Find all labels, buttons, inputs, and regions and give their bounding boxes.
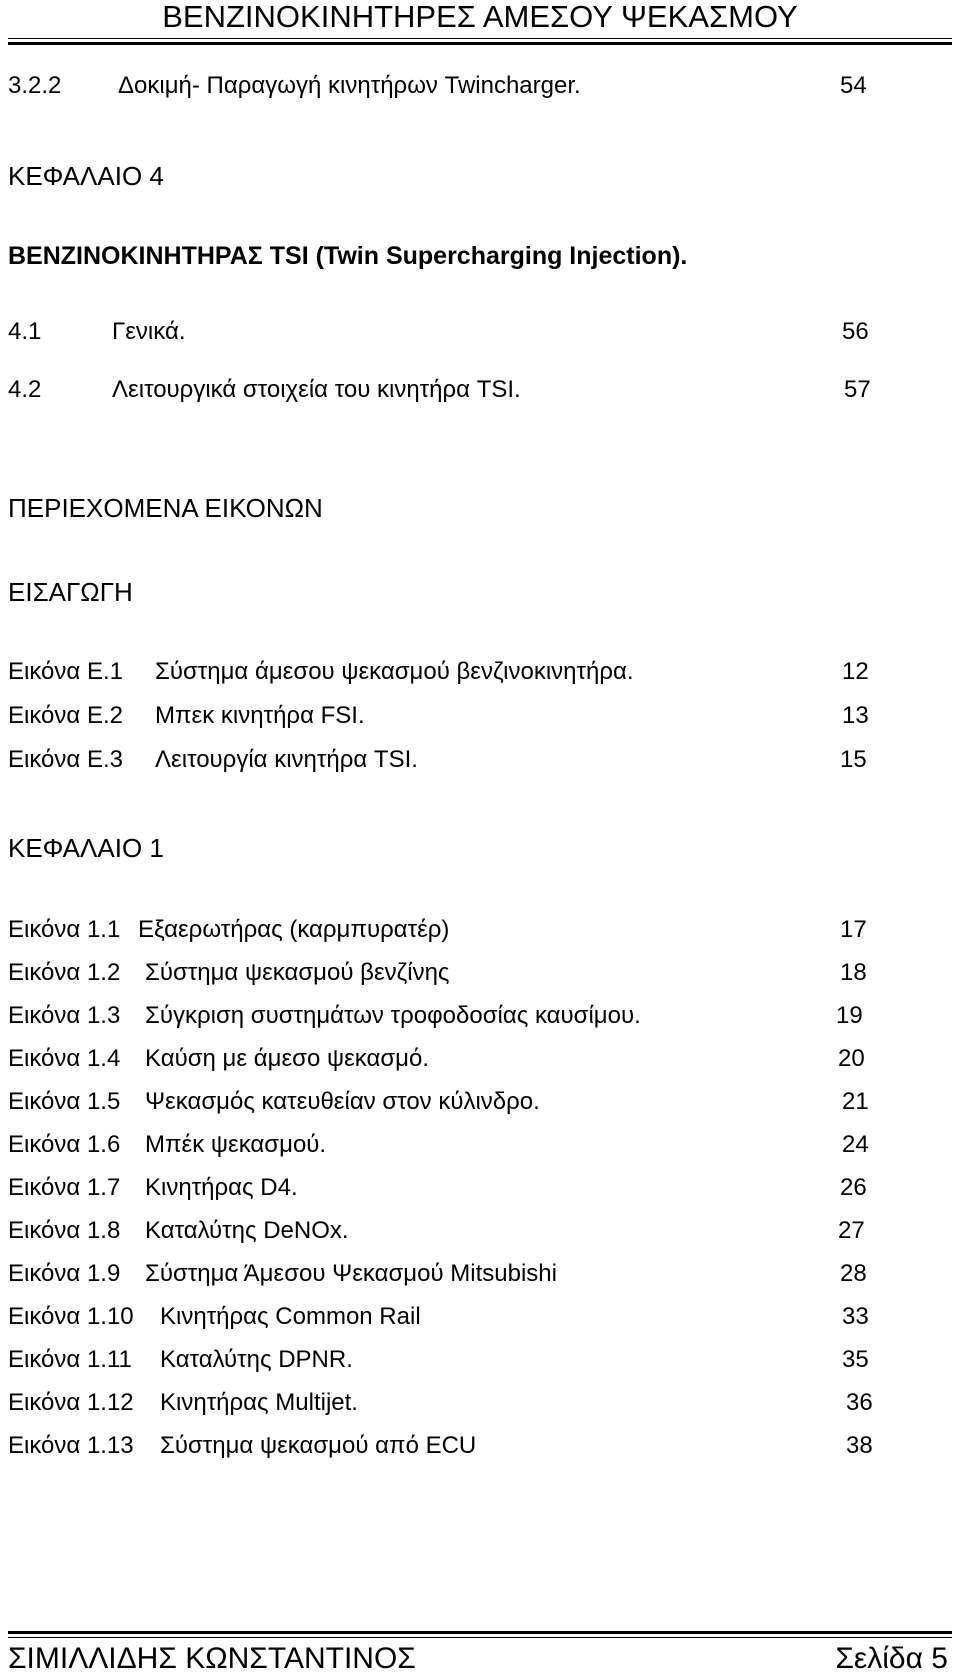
toc-entry-page: 57 [844, 376, 871, 403]
figure-title: Καύση με άμεσο ψεκασμό. [145, 1045, 430, 1072]
chapter1-heading: ΚΕΦΑΛΑΙΟ 1 [8, 833, 164, 863]
footer-author: ΣΙΜΙΛΛΙΔΗΣ ΚΩΝΣΤΑΝΤΙΝΟΣ [8, 1642, 416, 1675]
figure-title: Σύστημα Άμεσου Ψεκασμού Mitsubishi [145, 1260, 557, 1287]
figure-entry [0, 654, 960, 690]
figure-entry [0, 1127, 960, 1163]
figure-page: 33 [842, 1303, 869, 1330]
figure-label: Εικόνα 1.8 [8, 1217, 121, 1244]
figure-entry [0, 698, 960, 734]
figure-label: Εικόνα 1.1 [8, 916, 121, 943]
figure-page: 27 [838, 1217, 865, 1244]
figure-page: 26 [840, 1174, 867, 1201]
running-header: ΒΕΝΖΙΝΟΚΙΝΗΤΗΡΕΣ ΑΜΕΣΟΥ ΨΕΚΑΣΜΟΥ [162, 0, 798, 34]
figure-page: 13 [842, 702, 869, 729]
figure-entry [0, 1299, 960, 1335]
toc-entry-page: 54 [840, 72, 867, 99]
footer-rule [8, 1637, 952, 1638]
figure-title: Σύγκριση συστημάτων τροφοδοσίας καυσίμου. [145, 1002, 641, 1029]
header-rule-thick [8, 42, 952, 45]
intro-heading: ΕΙΣΑΓΩΓΗ [8, 577, 133, 607]
toc-entry [0, 68, 960, 104]
figure-entry [0, 998, 960, 1034]
figure-page: 15 [840, 746, 867, 773]
figure-label: Εικόνα Ε.1 [8, 658, 123, 685]
toc-entry-number: 4.1 [8, 318, 42, 345]
toc-entry-title: Δοκιμή- Παραγωγή κινητήρων Twincharger. [118, 72, 581, 99]
figure-label: Εικόνα 1.7 [8, 1174, 121, 1201]
header-rule [8, 38, 952, 39]
figure-title: Μπέκ ψεκασμού. [145, 1131, 327, 1158]
figure-title: Κινητήρας D4. [145, 1174, 298, 1201]
figure-label: Εικόνα 1.2 [8, 959, 121, 986]
figure-title: Ψεκασμός κατευθείαν στον κύλινδρο. [145, 1088, 540, 1115]
figure-entry [0, 1428, 960, 1464]
figure-label: Εικόνα 1.11 [8, 1346, 132, 1373]
figure-title: Κινητήρας Common Rail [160, 1303, 421, 1330]
toc-entry-title: Λειτουργικά στοιχεία του κινητήρα TSI. [112, 376, 521, 403]
toc-entry-title: Γενικά. [112, 318, 186, 345]
figure-page: 18 [840, 959, 867, 986]
figure-label: Εικόνα 1.5 [8, 1088, 121, 1115]
figure-entry [0, 955, 960, 991]
figure-title: Μπεκ κινητήρα FSI. [155, 702, 365, 729]
figure-title: Σύστημα ψεκασμού από ECU [160, 1432, 477, 1459]
figures-heading: ΠΕΡΙΕΧΟΜΕΝΑ ΕΙΚΟΝΩΝ [8, 493, 323, 523]
figure-entry [0, 1213, 960, 1249]
figure-label: Εικόνα 1.10 [8, 1303, 134, 1330]
footer-page-number: Σελίδα 5 [835, 1642, 948, 1675]
figure-title: Κινητήρας Multijet. [160, 1389, 358, 1416]
figure-page: 28 [840, 1260, 867, 1287]
figure-label: Εικόνα 1.9 [8, 1260, 121, 1287]
figure-label: Εικόνα Ε.3 [8, 746, 123, 773]
figure-entry [0, 1084, 960, 1120]
toc-entry [0, 372, 960, 408]
figure-title: Καταλύτης DPNR. [160, 1346, 353, 1373]
chapter4-heading: ΚΕΦΑΛΑΙΟ 4 [8, 161, 164, 191]
chapter4-subheading: ΒΕΝΖΙΝΟΚΙΝΗΤΗΡΑΣ TSI (Twin Supercharging Injection). [8, 242, 688, 270]
figure-entry [0, 742, 960, 778]
toc-entry [0, 314, 960, 350]
figure-entry [0, 1256, 960, 1292]
figure-page: 24 [842, 1131, 869, 1158]
figure-page: 20 [838, 1045, 865, 1072]
figure-entry [0, 912, 960, 948]
toc-entry-page: 56 [842, 318, 869, 345]
figure-label: Εικόνα 1.13 [8, 1432, 134, 1459]
figure-label: Εικόνα 1.6 [8, 1131, 121, 1158]
figure-page: 19 [836, 1002, 863, 1029]
toc-entry-number: 4.2 [8, 376, 42, 403]
figure-page: 17 [840, 916, 867, 943]
figure-title: Εξαερωτήρας (καρμπυρατέρ) [138, 916, 450, 943]
figure-entry [0, 1041, 960, 1077]
figure-label: Εικόνα 1.4 [8, 1045, 121, 1072]
figure-label: Εικόνα 1.3 [8, 1002, 121, 1029]
figure-title: Σύστημα άμεσου ψεκασμού βενζινοκινητήρα. [155, 658, 634, 685]
figure-page: 36 [846, 1389, 873, 1416]
toc-entry-number: 3.2.2 [8, 72, 62, 99]
figure-entry [0, 1170, 960, 1206]
figure-entry [0, 1342, 960, 1378]
figure-title: Σύστημα ψεκασμού βενζίνης [145, 959, 450, 986]
figure-label: Εικόνα Ε.2 [8, 702, 123, 729]
footer-rule-thick [8, 1631, 952, 1634]
figure-page: 12 [842, 658, 869, 685]
figure-page: 21 [842, 1088, 869, 1115]
figure-label: Εικόνα 1.12 [8, 1389, 134, 1416]
figure-page: 38 [846, 1432, 873, 1459]
figure-entry [0, 1385, 960, 1421]
figure-page: 35 [842, 1346, 869, 1373]
figure-title: Καταλύτης DeNOx. [145, 1217, 349, 1244]
figure-title: Λειτουργία κινητήρα TSI. [155, 746, 418, 773]
